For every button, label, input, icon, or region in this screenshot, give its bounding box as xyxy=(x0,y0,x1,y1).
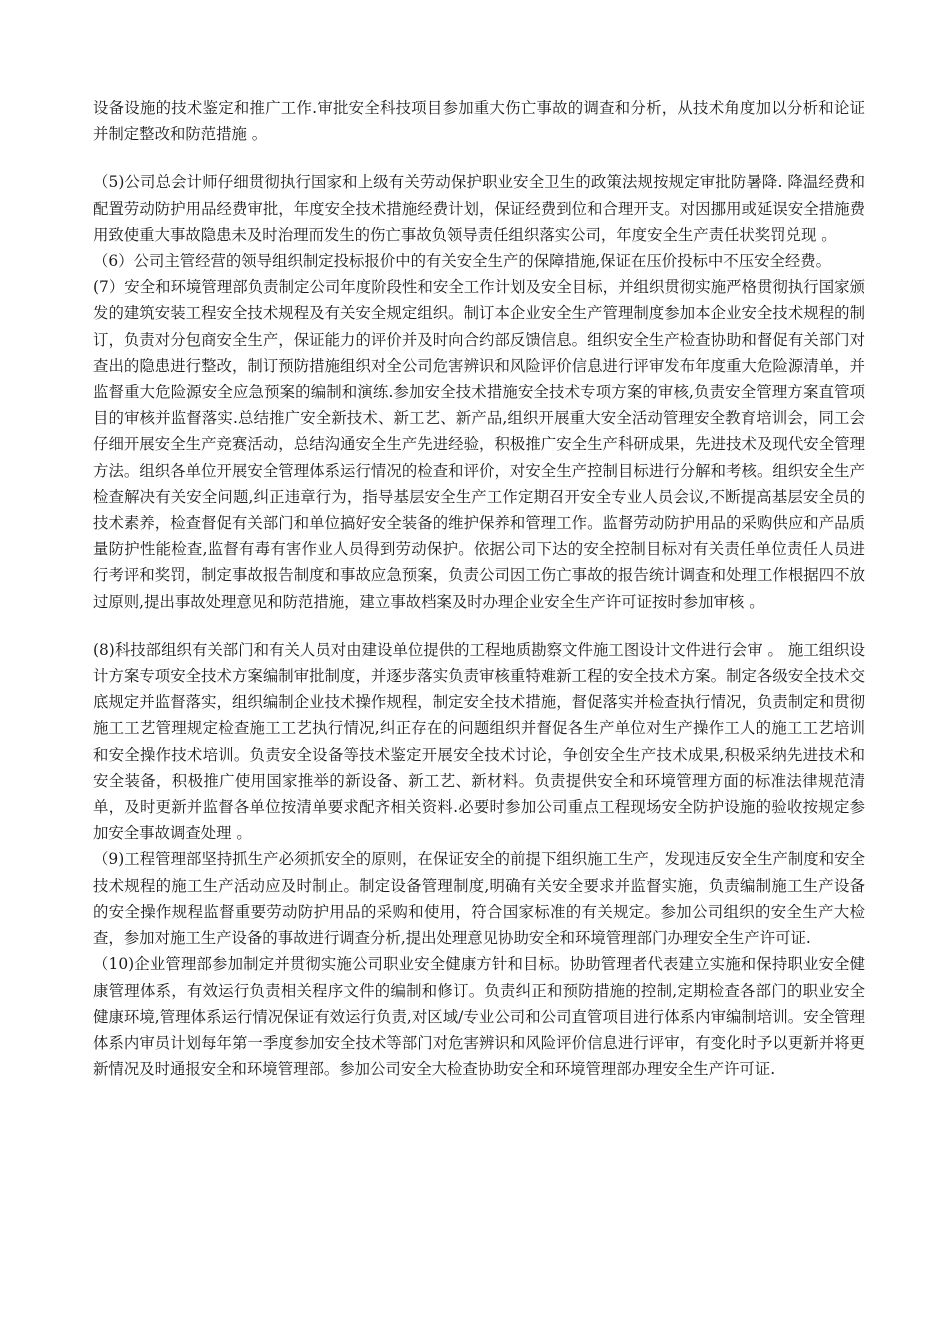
paragraph-item-8: (8)科技部组织有关部门和有关人员对由建设单位提供的工程地质勘察文件施工图设计文件进行会审 。 施工组织设计方案专项安全技术方案编制审批制度，并逐步落实负责审核重特难新工程的安全技术方案。制定各级安全技术交底规定并监督落实，组织编制企业技术操作规程，制定安全技术措施，督促落实并检查执行情况，负责制定和贯彻施工工艺管理规定检查施工工艺执行情况,纠正存在的问题组织并督促各生产单位对生产操作工人的施工工艺培训和安全操作技术培训。负责安全设备等技术鉴定开展安全技术讨论，争创安全生产技术成果,积极采纳先进技术和安全装备，积极推广使用国家推举的新设备、新工艺、新材料。负责提供安全和环境管理方面的标准法律规范清单，及时更新并监督各单位按清单要求配齐相关资料.必要时参加公司重点工程现场安全防护设施的验收按规定参加安全事故调查处理 。 xyxy=(93,640,865,843)
paragraph-item-10: （10)企业管理部参加制定并贯彻实施公司职业安全健康方针和目标。协助管理者代表建立实施和保持职业安全健康管理体系，有效运行负责相关程序文件的编制和修订。负责纠正和预防措施的控制,定期检查各部门的职业安全健康环境,管理体系运行情况保证有效运行负责,对区域/专业公司和公司直管项目进行体系内审编制培训。安全管理体系内审员计划每年第一季度参加安全技术等部门对危害辨识和风险评价信息进行评审，有变化时予以更新并将更新情况及时通报安全和环境管理部。参加公司安全大检查协助安全和环境管理部办理安全生产许可证. xyxy=(93,955,865,1079)
paragraph-intro-continuation: 设备设施的技术鉴定和推广工作.审批安全科技项目参加重大伤亡事故的调查和分析，从技术角度加以分析和论证并制定整改和防范措施 。 xyxy=(93,99,865,144)
paragraph-item-9: （9)工程管理部坚持抓生产必须抓安全的原则，在保证安全的前提下组织施工生产，发现违反安全生产制度和安全技术规程的施工生产活动应及时制止。制定设备管理制度,明确有关安全要求并监督实施，负责编制施工生产设备的安全操作规程监督重要劳动防护用品的采购和使用，符合国家标准的有关规定。参加公司组织的安全生产大检查，参加对施工生产设备的事故进行调查分析,提出处理意见协助安全和环境管理部门办理安全生产许可证. xyxy=(93,850,865,948)
paragraph-item-6: （6）公司主管经营的领导组织制定投标报价中的有关安全生产的保障措施,保证在压价投标中不压安全经费。 xyxy=(93,252,832,271)
paragraph-item-7: (7）安全和环境管理部负责制定公司年度阶段性和安全工作计划及安全目标，并组织贯彻实施严格贯彻执行国家颁发的建筑安装工程安全技术规程及有关安全规定组织。制订本企业安全生产管理制度参加本企业安全技术规程的制订，负责对分包商安全生产，保证能力的评价并及时向合约部反馈信息。组织安全生产检查协助和督促有关部门对查出的隐患进行整改，制订预防措施组织对全公司危害辨识和风险评价信息进行评审发布年度重大危险源清单，并监督重大危险源安全应急预案的编制和演练.参加安全技术措施安全技术专项方案的审核,负责安全管理方案直管项目的审核并监督落实.总结推广安全新技术、新工艺、新产品,组织开展重大安全活动管理安全教育培训会，同工会仔细开展安全生产竞赛活动，总结沟通安全生产先进经验，积极推广安全生产科研成果，先进技术及现代安全管理方法。组织各单位开展安全管理体系运行情况的检查和评价，对安全生产控制目标进行分解和考核。组织安全生产检查解决有关安全问题,纠正违章行为，指导基层安全生产工作定期召开安全专业人员会议,不断提高基层安全员的技术素养，检查督促有关部门和单位搞好安全装备的维护保养和管理工作。监督劳动防护用品的采购供应和产品质量防护性能检查,监督有毒有害作业人员得到劳动保护。依据公司下达的安全控制目标对有关责任单位责任人员进行考评和奖罚，制定事故报告制度和事故应急预案，负责公司因工伤亡事故的报告统计调查和处理工作根据四不放过原则,提出事故处理意见和防范措施，建立事故档案及时办理企业安全生产许可证按时参加审核 。 xyxy=(93,278,865,611)
document-page xyxy=(93,95,865,1082)
paragraph-item-5: （5)公司总会计师仔细贯彻执行国家和上级有关劳动保护职业安全卫生的政策法规按规定审批防暑降. 降温经费和配置劳动防护用品经费审批，年度安全技术措施经费计划，保证经费到位和合理开支。对因挪用或延误安全措施费用致使重大事故隐患未及时治理而发生的伤亡事故负领导责任组织落实公司，年度安全生产责任状奖罚兑现 。 xyxy=(93,173,865,244)
